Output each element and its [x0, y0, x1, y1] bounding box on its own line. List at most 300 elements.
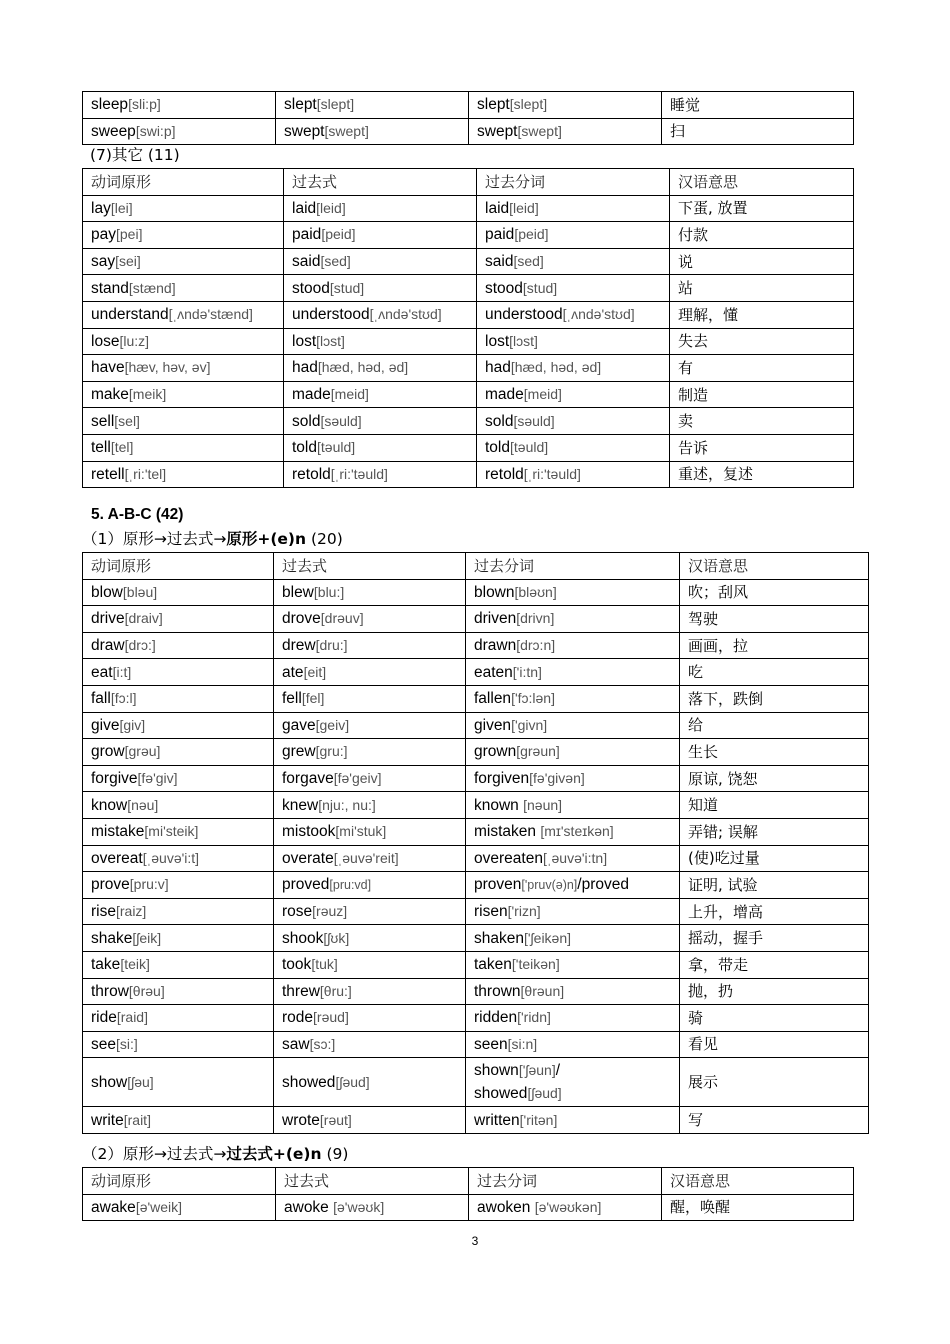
cell-chinese-meaning: 付款 — [670, 222, 854, 249]
header-past-participle: 过去分词 — [466, 553, 680, 580]
cell-base-form — [83, 408, 284, 435]
cell-past-participle — [466, 872, 680, 899]
pp-phonetic: [sed] — [513, 253, 544, 270]
cell-base-form — [83, 328, 284, 355]
table-row — [83, 1194, 854, 1221]
past-phonetic: [swept] — [324, 122, 369, 139]
cell-chinese-meaning: 拿，带走 — [680, 951, 869, 978]
past-phonetic: [θru:] — [319, 982, 352, 999]
base-phonetic: [ˌəuvə'i:t] — [142, 849, 200, 866]
pp-word: known — [474, 796, 524, 814]
pp-phonetic: ['ʃəun] — [518, 1062, 556, 1079]
table-row — [83, 355, 854, 382]
pp-phonetic: ['ʃeikən] — [523, 929, 572, 946]
cell-past-participle — [466, 765, 680, 792]
table-abc-1 — [82, 552, 869, 1134]
past-phonetic: [sed] — [320, 253, 351, 270]
pp-phonetic: [θrəun] — [520, 982, 565, 999]
cell-past-participle — [477, 248, 670, 275]
subsection2-bold: 过去式+(e)n — [226, 1145, 322, 1163]
past-word: sold — [292, 412, 321, 430]
pp-alt-separator: / — [555, 1062, 561, 1080]
past-word: showed — [282, 1073, 336, 1091]
pp-word: driven — [474, 610, 517, 628]
past-word: drove — [282, 610, 321, 628]
table-row — [83, 685, 869, 712]
base-phonetic: [ʃəu] — [127, 1073, 154, 1090]
base-word: blow — [91, 583, 123, 601]
cell-past-participle — [477, 275, 670, 302]
cell-past-tense — [276, 118, 469, 145]
table-row — [83, 92, 854, 119]
cell-past-tense — [274, 872, 466, 899]
pp-alt-word: showed — [474, 1085, 528, 1103]
past-word: had — [292, 359, 318, 377]
table-row — [83, 222, 854, 249]
cell-chinese-meaning: 扫 — [662, 118, 854, 145]
pp-phonetic: [peid] — [514, 226, 549, 243]
table-others — [82, 168, 854, 488]
cell-past-tense — [274, 978, 466, 1005]
base-phonetic: [ə'weik] — [135, 1198, 183, 1215]
table-row — [83, 739, 869, 766]
base-phonetic: [mi'steik] — [144, 823, 199, 840]
table-row — [83, 818, 869, 845]
past-phonetic: [meid] — [330, 386, 369, 403]
pp-word: stood — [485, 279, 523, 297]
table-abc-2 — [82, 1167, 854, 1221]
table-row — [83, 659, 869, 686]
cell-base-form — [83, 1107, 274, 1134]
base-phonetic: [i:t] — [112, 663, 132, 680]
table-header-row — [83, 553, 869, 580]
cell-past-tense — [274, 845, 466, 872]
cell-past-tense — [274, 1058, 466, 1107]
cell-past-participle — [466, 739, 680, 766]
table-row — [83, 978, 869, 1005]
cell-chinese-meaning: 醒，唤醒 — [662, 1194, 854, 1221]
cell-chinese-meaning: 摇动，握手 — [680, 925, 869, 952]
cell-past-tense — [274, 606, 466, 633]
base-word: fall — [91, 690, 111, 708]
table-row — [83, 1031, 869, 1058]
cell-chinese-meaning: 卖 — [670, 408, 854, 435]
base-phonetic: [drɔ:] — [124, 637, 156, 654]
table-row — [83, 925, 869, 952]
pp-phonetic: [ə'wəʊkən] — [534, 1198, 602, 1215]
cell-past-tense — [274, 898, 466, 925]
cell-past-tense — [274, 632, 466, 659]
table-row — [83, 118, 854, 145]
cell-chinese-meaning: 告诉 — [670, 434, 854, 461]
cell-past-tense — [274, 739, 466, 766]
pp-word: told — [485, 439, 510, 457]
cell-past-participle — [466, 632, 680, 659]
pp-phonetic: [slept] — [509, 96, 548, 113]
header-base-form: 动词原形 — [83, 553, 274, 580]
pp-alt-phonetic: [ʃəud] — [527, 1085, 562, 1102]
pp-word: laid — [485, 199, 510, 217]
past-word: told — [292, 439, 317, 457]
cell-past-tense — [284, 328, 477, 355]
cell-base-form — [83, 951, 274, 978]
cell-past-tense — [274, 685, 466, 712]
header-past-tense: 过去式 — [274, 553, 466, 580]
past-word: gave — [282, 716, 316, 734]
base-word: lose — [91, 332, 120, 350]
pp-word: forgiven — [474, 770, 530, 788]
table-row — [83, 275, 854, 302]
pp-word: made — [485, 386, 524, 404]
base-word: shake — [91, 929, 133, 947]
cell-past-participle — [469, 1194, 662, 1221]
pp-phonetic: [meid] — [523, 386, 562, 403]
header-chinese-meaning: 汉语意思 — [662, 1168, 854, 1195]
cell-chinese-meaning: 重述，复述 — [670, 461, 854, 488]
past-word: wrote — [282, 1111, 320, 1129]
past-phonetic: [təuld] — [317, 439, 356, 456]
base-phonetic: [rait] — [123, 1111, 151, 1128]
table-row — [83, 632, 869, 659]
cell-chinese-meaning: (使)吃过量 — [680, 845, 869, 872]
cell-past-tense — [284, 408, 477, 435]
base-word: know — [91, 796, 128, 814]
subsection2-suffix: (9) — [321, 1145, 349, 1163]
pp-phonetic: [nəun] — [523, 796, 563, 813]
cell-chinese-meaning: 说 — [670, 248, 854, 275]
cell-base-form — [83, 222, 284, 249]
past-phonetic: [pru:vd] — [329, 877, 372, 892]
cell-base-form — [83, 898, 274, 925]
cell-base-form — [83, 712, 274, 739]
cell-past-tense — [274, 712, 466, 739]
pp-word: said — [485, 253, 514, 271]
base-word: eat — [91, 663, 113, 681]
cell-base-form — [83, 1031, 274, 1058]
pp-phonetic: [ˌəuvə'i:tn] — [542, 849, 608, 866]
cell-base-form — [83, 301, 284, 328]
base-phonetic: [raiz] — [115, 903, 147, 920]
cell-chinese-meaning: 理解，懂 — [670, 301, 854, 328]
header-past-tense: 过去式 — [284, 169, 477, 196]
cell-past-tense — [284, 222, 477, 249]
cell-past-participle — [477, 434, 670, 461]
cell-past-participle — [477, 195, 670, 222]
past-phonetic: [blu:] — [313, 583, 345, 600]
past-word: took — [282, 956, 312, 974]
cell-past-participle — [466, 606, 680, 633]
past-word: overate — [282, 849, 334, 867]
table-row — [83, 195, 854, 222]
base-phonetic: [sei] — [115, 253, 141, 270]
cell-base-form — [83, 579, 274, 606]
past-phonetic: [nju:, nu:] — [318, 796, 376, 813]
cell-past-tense — [274, 579, 466, 606]
cell-chinese-meaning: 落下，跌倒 — [680, 685, 869, 712]
base-phonetic: [teik] — [120, 956, 150, 973]
base-word: retell — [91, 465, 125, 483]
past-word: stood — [292, 279, 330, 297]
base-phonetic: [pru:v] — [129, 876, 169, 893]
cell-past-participle — [469, 92, 662, 119]
pp-word: lost — [485, 332, 510, 350]
pp-word: retold — [485, 465, 524, 483]
table-row — [83, 301, 854, 328]
pp-phonetic: [hæd, həd, əd] — [510, 359, 602, 376]
past-phonetic: [stud] — [329, 279, 365, 296]
past-phonetic: [ə'wəʊk] — [333, 1198, 385, 1215]
cell-past-tense — [284, 355, 477, 382]
cell-past-participle — [466, 925, 680, 952]
cell-chinese-meaning: 睡觉 — [662, 92, 854, 119]
header-past-participle: 过去分词 — [469, 1168, 662, 1195]
pp-phonetic: [təuld] — [510, 439, 549, 456]
cell-past-tense — [284, 434, 477, 461]
cell-past-participle — [477, 408, 670, 435]
past-phonetic: [tuk] — [311, 956, 338, 973]
base-word: overeat — [91, 849, 143, 867]
cell-base-form — [83, 1005, 274, 1032]
cell-past-tense — [274, 1031, 466, 1058]
cell-past-tense — [274, 1107, 466, 1134]
table-row — [83, 434, 854, 461]
base-word: prove — [91, 876, 130, 894]
table-header-row — [83, 169, 854, 196]
cell-past-tense — [284, 195, 477, 222]
base-phonetic: [grəu] — [124, 743, 161, 760]
past-phonetic: [rəud] — [313, 1009, 349, 1026]
cell-chinese-meaning: 站 — [670, 275, 854, 302]
pp-phonetic: [stud] — [522, 279, 558, 296]
cell-past-participle — [477, 461, 670, 488]
table-row — [83, 248, 854, 275]
base-word: show — [91, 1073, 128, 1091]
subsection1-bold: 原形+(e)n — [226, 530, 307, 548]
past-word: proved — [282, 875, 330, 893]
cell-base-form — [83, 1058, 274, 1107]
cell-past-participle — [466, 685, 680, 712]
past-word: shook — [282, 929, 324, 947]
cell-chinese-meaning: 生长 — [680, 739, 869, 766]
pp-phonetic: [swept] — [517, 122, 562, 139]
cell-base-form — [83, 872, 274, 899]
table-row — [83, 328, 854, 355]
subsection1-prefix: （1）原形→过去式→ — [82, 530, 227, 548]
base-word: take — [91, 956, 121, 974]
past-phonetic: [sɔ:] — [309, 1035, 336, 1052]
past-word: made — [292, 386, 331, 404]
pp-phonetic: [drɔ:n] — [516, 637, 556, 654]
past-phonetic: [ˌʌndə'stʊd] — [369, 306, 442, 323]
section5-title: 5. A-B-C (42) — [91, 506, 184, 523]
cell-chinese-meaning: 制造 — [670, 381, 854, 408]
cell-base-form — [83, 739, 274, 766]
cell-past-tense — [274, 925, 466, 952]
cell-base-form — [83, 434, 284, 461]
table-abc-1-body — [83, 553, 869, 1134]
pp-word: understood — [485, 306, 563, 324]
cell-chinese-meaning: 上升，增高 — [680, 898, 869, 925]
base-phonetic: [giv] — [119, 716, 146, 733]
table-abc-2-body — [83, 1168, 854, 1221]
cell-chinese-meaning: 展示 — [680, 1058, 869, 1107]
past-phonetic: [lɔst] — [316, 332, 345, 349]
subsection2-prefix: （2）原形→过去式→ — [82, 1145, 227, 1163]
cell-chinese-meaning: 有 — [670, 355, 854, 382]
pp-word: grown — [474, 743, 517, 761]
base-word: see — [91, 1035, 116, 1053]
cell-base-form — [83, 606, 274, 633]
cell-past-participle — [477, 381, 670, 408]
past-phonetic: [leid] — [316, 199, 346, 216]
cell-base-form — [83, 765, 274, 792]
table-row — [83, 951, 869, 978]
cell-past-participle — [469, 118, 662, 145]
pp-word: swept — [477, 122, 518, 140]
base-phonetic: [draiv] — [124, 610, 163, 627]
past-word: laid — [292, 199, 317, 217]
base-phonetic: [θrəu] — [128, 982, 165, 999]
past-word: drew — [282, 637, 316, 655]
table-row — [83, 845, 869, 872]
base-phonetic: [swi:p] — [135, 122, 176, 139]
cell-base-form — [83, 118, 276, 145]
pp-phonetic: ['teikən] — [511, 956, 560, 973]
cell-past-tense — [274, 818, 466, 845]
table-row — [83, 1005, 869, 1032]
base-phonetic: [sli:p] — [128, 96, 161, 113]
header-base-form: 动词原形 — [83, 169, 284, 196]
cell-past-participle — [466, 845, 680, 872]
cell-chinese-meaning: 失去 — [670, 328, 854, 355]
base-word: sleep — [91, 96, 129, 114]
past-word: said — [292, 253, 321, 271]
cell-past-participle — [466, 1005, 680, 1032]
base-phonetic: [fɔ:l] — [110, 690, 137, 707]
pp-phonetic: [leid] — [509, 199, 539, 216]
pp-word: written — [474, 1111, 520, 1129]
cell-past-tense — [276, 92, 469, 119]
pp-word: ridden — [474, 1009, 518, 1027]
subsection1-suffix: (20) — [306, 530, 343, 548]
table-row — [83, 461, 854, 488]
cell-base-form — [83, 195, 284, 222]
base-word: sell — [91, 412, 115, 430]
cell-past-participle — [466, 712, 680, 739]
base-phonetic: [fə'giv] — [137, 770, 178, 787]
past-word: fell — [282, 690, 302, 708]
past-word: threw — [282, 982, 320, 1000]
cell-past-tense — [274, 951, 466, 978]
past-phonetic: [hæd, həd, əd] — [317, 359, 409, 376]
cell-chinese-meaning: 下蛋, 放置 — [670, 195, 854, 222]
pp-word: blown — [474, 583, 515, 601]
pp-word: mistaken — [474, 823, 541, 841]
pp-phonetic: [mɪ'steɪkən] — [540, 823, 614, 840]
base-word: say — [91, 253, 116, 271]
pp-word: shown — [474, 1062, 519, 1080]
cell-chinese-meaning: 吹；刮风 — [680, 579, 869, 606]
subsection2-title — [82, 1144, 348, 1164]
base-word: rise — [91, 903, 116, 921]
cell-past-tense — [274, 1005, 466, 1032]
past-phonetic: [dru:] — [315, 637, 348, 654]
past-phonetic: [slept] — [316, 96, 355, 113]
cell-chinese-meaning: 吃 — [680, 659, 869, 686]
pp-phonetic: ['ritən] — [519, 1111, 558, 1128]
past-word: blew — [282, 583, 314, 601]
past-phonetic: [gru:] — [315, 743, 348, 760]
cell-past-tense — [284, 381, 477, 408]
cell-past-tense — [274, 765, 466, 792]
cell-base-form — [83, 925, 274, 952]
cell-base-form — [83, 632, 274, 659]
cell-base-form — [83, 275, 284, 302]
cell-chinese-meaning: 写 — [680, 1107, 869, 1134]
base-word: lay — [91, 199, 111, 217]
base-word: give — [91, 716, 120, 734]
pp-phonetic: [ˌri:'təuld] — [523, 465, 581, 482]
cell-past-tense — [284, 275, 477, 302]
cell-base-form — [83, 92, 276, 119]
cell-base-form — [83, 659, 274, 686]
cell-past-participle — [466, 951, 680, 978]
cell-chinese-meaning: 证明, 试验 — [680, 872, 869, 899]
subsection1-title — [82, 529, 343, 549]
pp-word: sold — [485, 412, 514, 430]
page-number: 3 — [471, 1234, 479, 1248]
past-word: slept — [284, 96, 317, 114]
base-phonetic: [sel] — [114, 412, 140, 429]
cell-chinese-meaning: 驾驶 — [680, 606, 869, 633]
past-word: knew — [282, 796, 319, 814]
pp-phonetic: [si:n] — [507, 1035, 538, 1052]
pp-phonetic: [drivn] — [516, 610, 555, 627]
pp-phonetic: [fə'givən] — [529, 770, 585, 787]
pp-phonetic: [ˌʌndə'stʊd] — [562, 306, 635, 323]
base-word: pay — [91, 226, 116, 244]
pp-word: thrown — [474, 982, 521, 1000]
cell-past-tense — [274, 792, 466, 819]
past-phonetic: [geiv] — [315, 716, 350, 733]
table-row — [83, 765, 869, 792]
past-phonetic: [rəut] — [319, 1111, 352, 1128]
table-row — [83, 898, 869, 925]
pp-word: slept — [477, 96, 510, 114]
past-word: retold — [292, 465, 331, 483]
pp-word: fallen — [474, 690, 512, 708]
base-phonetic: [pei] — [116, 226, 143, 243]
past-word: rose — [282, 903, 313, 921]
past-phonetic: [ˌəuvə'reit] — [333, 849, 399, 866]
pp-phonetic: [bləʊn] — [514, 583, 557, 600]
pp-word: shaken — [474, 929, 524, 947]
table-row — [83, 1107, 869, 1134]
base-word: make — [91, 386, 129, 404]
pp-phonetic: [lɔst] — [509, 332, 538, 349]
table-row — [83, 408, 854, 435]
past-word: swept — [284, 122, 325, 140]
pp-phonetic: ['pruv(ə)n] — [521, 877, 578, 892]
pp-word: had — [485, 359, 511, 377]
past-phonetic: [eit] — [303, 663, 327, 680]
cell-chinese-meaning: 给 — [680, 712, 869, 739]
pp-word: overeaten — [474, 849, 543, 867]
base-word: understand — [91, 306, 169, 324]
base-phonetic: [meik] — [128, 386, 167, 403]
table-row — [83, 1058, 869, 1107]
table-continued — [82, 91, 854, 145]
